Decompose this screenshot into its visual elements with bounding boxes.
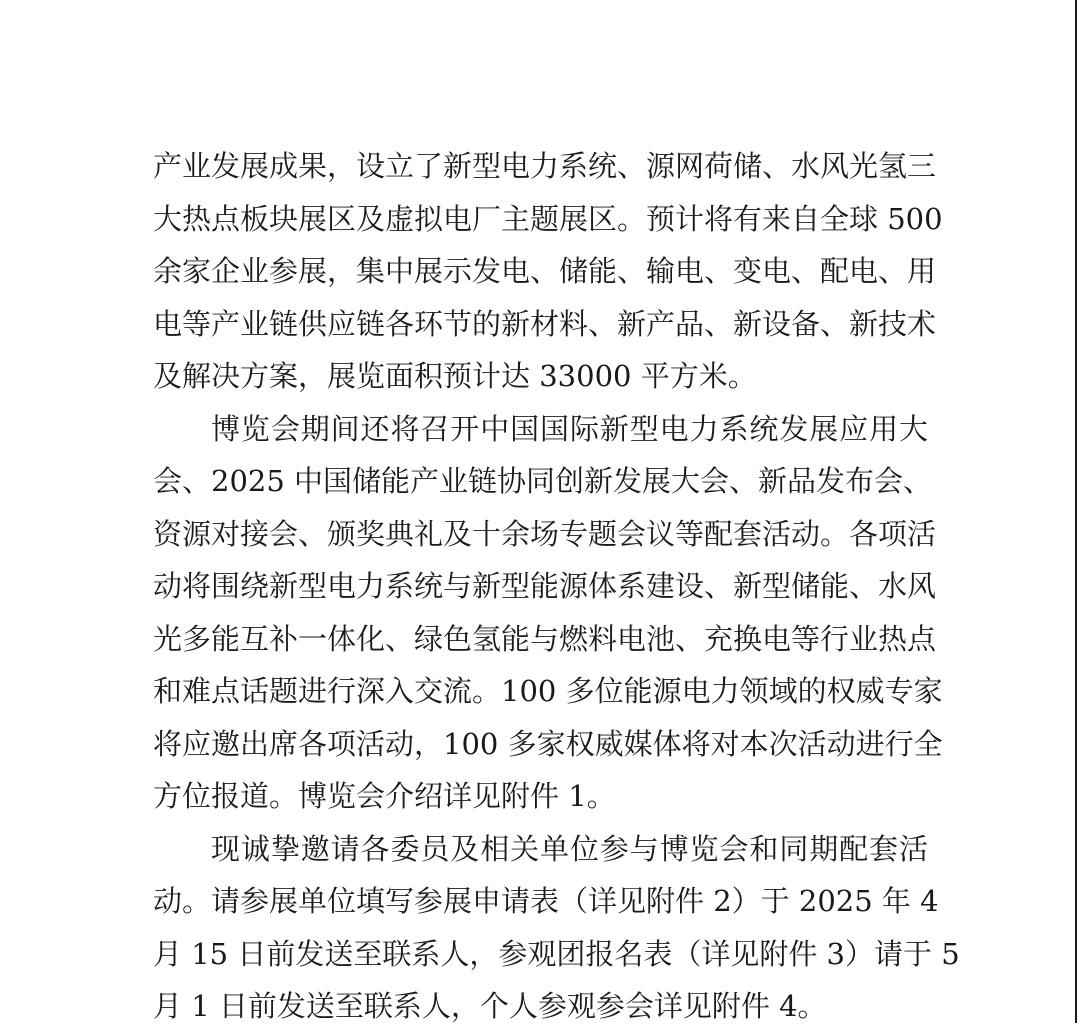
text-line: 资源对接会、颁奖典礼及十余场专题会议等配套活动。各项活 (153, 516, 937, 551)
text-line: 及解决方案，展览面积预计达 33000 平方米。 (153, 359, 757, 393)
text-line: 大热点板块展区及虚拟电厂主题展区。预计将有来自全球 500 (153, 201, 943, 236)
text-line: 产业发展成果，设立了新型电力系统、源网荷储、水风光氢三 (153, 149, 937, 183)
text-line: 光多能互补一体化、绿色氢能与燃料电池、充换电等行业热点 (153, 621, 937, 656)
text-line: 余家企业参展，集中展示发电、储能、输电、变电、配电、用 (153, 254, 937, 288)
text-line: 电等产业链供应链各环节的新材料、新产品、新设备、新技术 (153, 306, 937, 341)
paragraph-exhibition-overview (153, 140, 943, 403)
text-line: 月 15 日前发送至联系人，参观团报名表（详见附件 3）请于 5 (153, 936, 960, 971)
text-line: 会、2025 中国储能产业链协同创新发展大会、新品发布会、 (153, 464, 933, 498)
text-line: 博览会期间还将召开中国国际新型电力系统发展应用大 (211, 411, 928, 446)
paragraph-concurrent-events (153, 403, 943, 823)
text-line: 将应邀出席各项活动，100 多家权威媒体将对本次活动进行全 (153, 726, 943, 761)
document-body (153, 140, 960, 1033)
text-line: 方位报道。博览会介绍详见附件 1。 (153, 779, 616, 813)
text-line: 现诚挚邀请各委员及相关单位参与博览会和同期配套活 (211, 831, 928, 866)
text-line: 动。请参展单位填写参展申请表（详见附件 2）于 2025 年 4 (153, 884, 939, 918)
text-line: 月 1 日前发送至联系人，个人参观参会详见附件 4。 (153, 989, 827, 1023)
text-line: 动将围绕新型电力系统与新型能源体系建设、新型储能、水风 (153, 569, 937, 603)
text-line: 和难点话题进行深入交流。100 多位能源电力领域的权威专家 (153, 674, 943, 708)
page-edge-line (1075, 0, 1077, 1023)
paragraph-invitation (153, 823, 960, 1033)
